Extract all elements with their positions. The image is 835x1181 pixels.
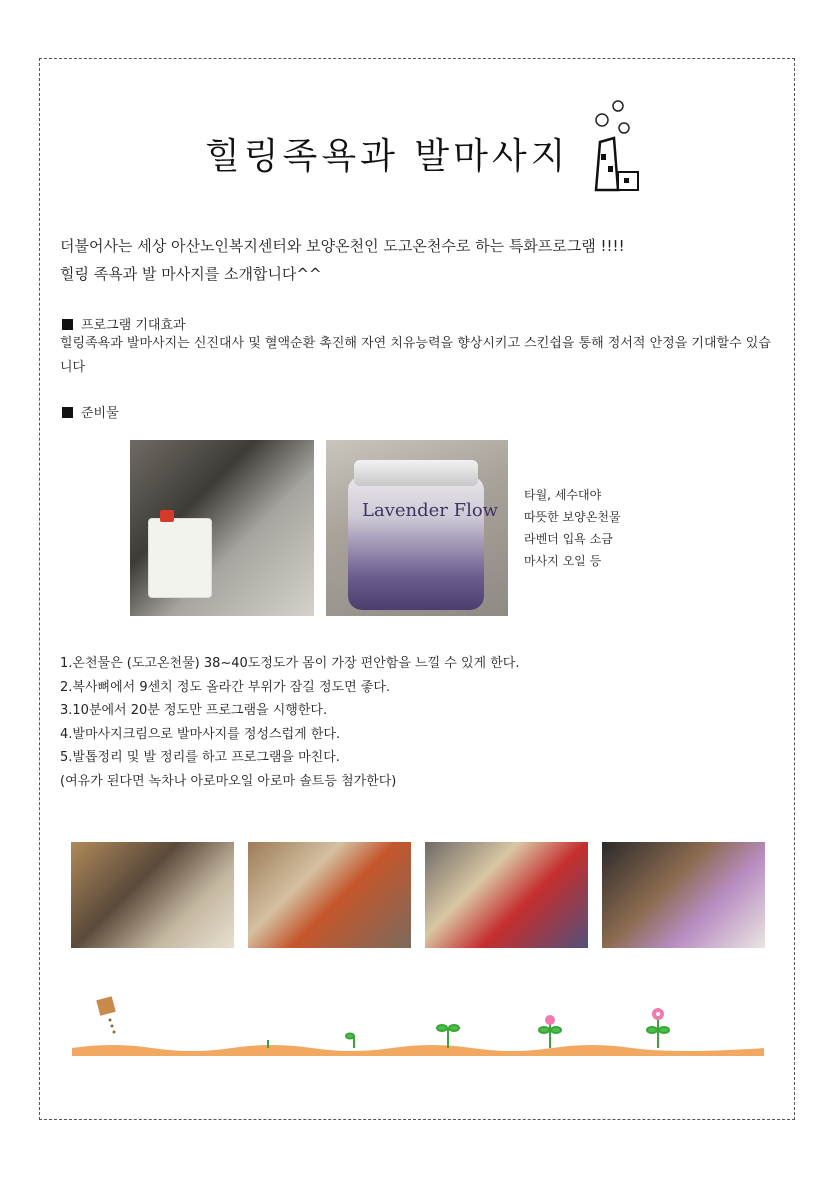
step-item: 2.복사뼈에서 9센치 정도 올라간 부위가 잠길 정도면 좋다. [60,679,391,695]
supplies-list [524,484,621,572]
supply-item: 따뜻한 보양온천물 [524,510,621,524]
steps-list [60,652,780,793]
lavender-jar [348,476,484,610]
photo-lavender-jar [326,440,508,616]
supply-item: 마사지 오일 등 [524,554,602,568]
bullet-square-icon [62,319,73,330]
step-item: 5.발톱정리 및 발 정리를 하고 프로그램을 마친다. [60,750,340,765]
photo-water-container [130,440,314,616]
page-title: 힐링족욕과 발마사지 [205,136,570,177]
step-item: 1.온천물은 (도고온천물) 38~40도정도가 몸이 가장 편안함을 느낄 수 있게 한다. [60,656,520,671]
sprout-icon [268,1020,669,1048]
water-jug [148,518,212,598]
flower-icon [545,1008,664,1025]
step-item: 4.발마사지크림으로 발마사지를 정성스럽게 한다. [60,726,341,742]
jar-lid [354,460,478,486]
seed-bag-icon [96,996,116,1033]
section-supplies-heading [62,402,119,421]
section-effect-title: 프로그램 기대효과 [81,318,186,333]
garden-illustration [72,990,764,1062]
intro-line-2: 힐링 족욕과 발 마사지를 소개합니다^^ [60,265,322,283]
step-item: 3.10분에서 20분 정도만 프로그램을 시행한다. [60,703,328,718]
supply-item: 라벤더 입욕 소금 [524,532,613,546]
intro-line-1: 더불어사는 세상 아산노인복지센터와 보양온천인 도고온천수로 하는 특화프로그램 !!!! [60,237,625,255]
step-item: (여유가 된다면 녹차나 아로마오일 아로마 솔트등 첨가한다) [60,773,397,789]
section-effect-heading [62,314,186,333]
section-effect-body: 힐링족욕과 발마사지는 신진대사 및 혈액순환 촉진해 자연 치유능력을 향상시키고 스킨쉽을 통해 정서적 안정을 기대할수 있습니다 [60,336,771,375]
activity-photo-1 [71,842,234,948]
supply-item: 타월, 세수대야 [524,488,602,502]
jar-label: Lavender Flow [362,500,499,521]
bullet-square-icon [62,407,73,418]
activity-photo-2 [248,842,411,948]
activity-photo-3 [425,842,588,948]
activity-photo-4 [602,842,765,948]
intro-text [60,232,780,288]
jug-cap [160,510,174,522]
factory-illustration [588,98,644,194]
section-supplies-title: 준비물 [81,406,119,421]
